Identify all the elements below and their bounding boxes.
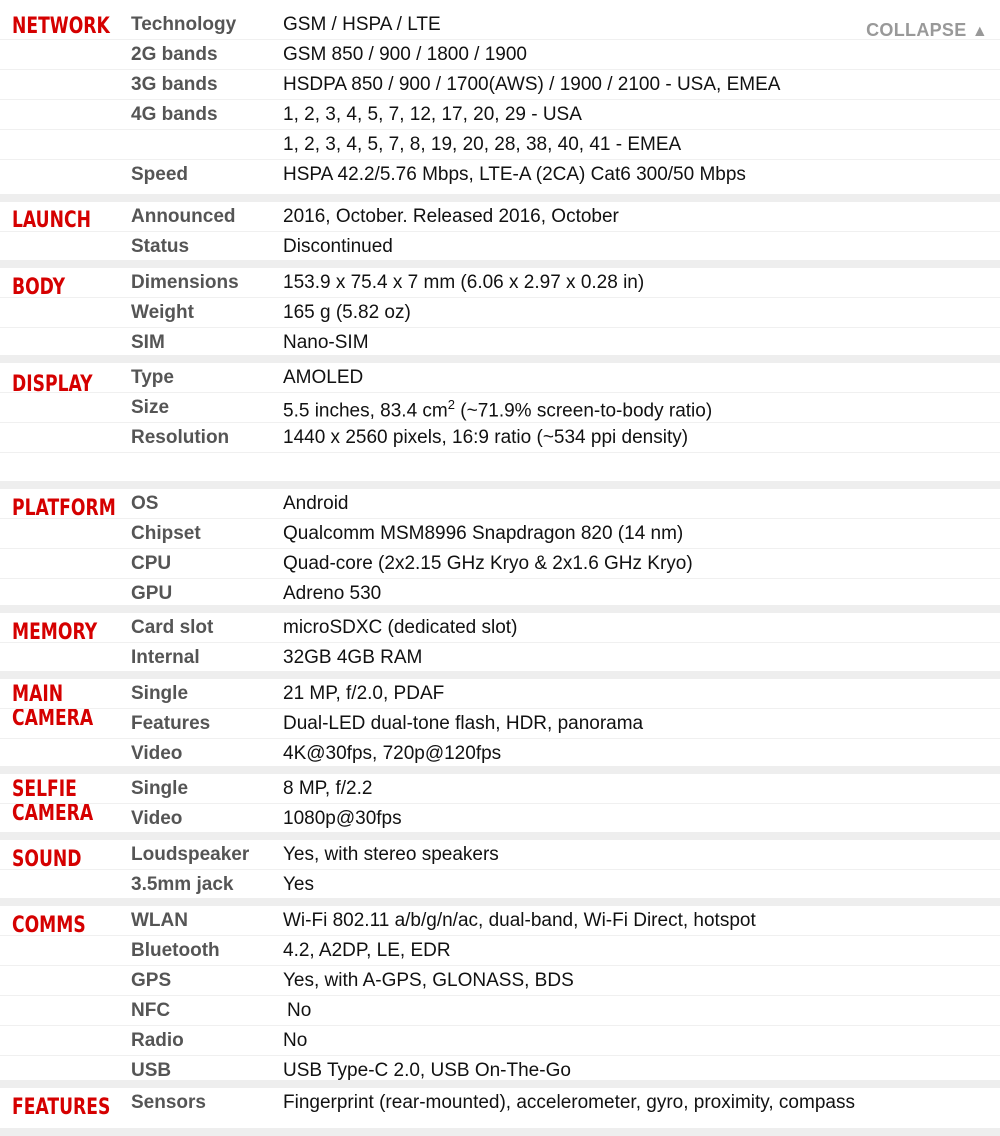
spec-value: Yes, with stereo speakers	[283, 844, 499, 865]
section-title-sound: SOUND	[12, 847, 82, 872]
size-value-text: 5.5 inches, 83.4 cm	[283, 400, 448, 422]
section-title-line: SELFIE	[12, 777, 77, 802]
spec-value: Adreno 530	[283, 583, 382, 604]
spec-row	[0, 423, 1000, 453]
section-title-network: NETWORK	[12, 14, 110, 39]
spec-label: Status	[131, 236, 190, 257]
spec-value: microSDXC (dedicated slot)	[283, 617, 518, 638]
spec-label: 2G bands	[131, 44, 218, 65]
spec-value: Android	[283, 493, 349, 514]
spec-label: USB	[131, 1060, 172, 1081]
spec-label: Single	[131, 683, 189, 704]
spec-label: Speed	[131, 164, 189, 185]
spec-value: Wi-Fi 802.11 a/b/g/n/ac, dual-band, Wi-Fi Direct, hotspot	[283, 910, 756, 931]
section-title-platform: PLATFORM	[12, 496, 116, 521]
spec-value: GSM / HSPA / LTE	[283, 14, 441, 35]
spec-label: CPU	[131, 553, 172, 574]
section-title-launch: LAUNCH	[12, 208, 91, 233]
spec-label: GPS	[131, 970, 172, 991]
spec-value: USB Type-C 2.0, USB On-The-Go	[283, 1060, 571, 1081]
spec-label: Video	[131, 808, 183, 829]
spec-label: Radio	[131, 1030, 184, 1051]
spec-label: Dimensions	[131, 272, 239, 293]
spec-value	[283, 397, 712, 422]
spec-row	[0, 298, 1000, 328]
spec-row	[0, 202, 1000, 232]
spec-value: 8 MP, f/2.2	[283, 778, 373, 799]
spec-label: 4G bands	[131, 104, 218, 125]
section-divider	[0, 832, 1000, 840]
section-divider	[0, 481, 1000, 489]
section-launch	[0, 202, 1000, 260]
spec-label: WLAN	[131, 910, 188, 931]
spec-value: No	[287, 1000, 312, 1021]
spec-value: 1080p@30fps	[283, 808, 402, 829]
spec-row	[0, 1026, 1000, 1056]
section-divider	[0, 1128, 1000, 1136]
section-sound	[0, 840, 1000, 898]
spec-value: 4K@30fps, 720p@120fps	[283, 743, 502, 764]
spec-label: Single	[131, 778, 189, 799]
section-title-memory: MEMORY	[12, 620, 98, 645]
spec-label: Sensors	[131, 1092, 206, 1113]
spec-row	[0, 70, 1000, 100]
spec-value: 32GB 4GB RAM	[283, 647, 423, 668]
section-divider	[0, 194, 1000, 202]
spec-value: HSPA 42.2/5.76 Mbps, LTE-A (2CA) Cat6 300/50 Mbps	[283, 164, 746, 185]
spec-value: 1, 2, 3, 4, 5, 7, 12, 17, 20, 29 - USA	[283, 104, 582, 125]
spec-label: Internal	[131, 647, 200, 668]
section-memory	[0, 613, 1000, 671]
spec-row	[0, 10, 1000, 40]
collapse-label: COLLAPSE	[866, 20, 967, 40]
spec-label: Technology	[131, 14, 237, 35]
spec-row	[0, 579, 1000, 608]
spec-label: Size	[131, 397, 170, 418]
section-comms	[0, 906, 1000, 1080]
spec-label: Weight	[131, 302, 194, 323]
size-value-superscript: 2	[447, 397, 455, 412]
section-divider	[0, 898, 1000, 906]
spec-row	[0, 549, 1000, 579]
section-features	[0, 1088, 1000, 1128]
section-display	[0, 363, 1000, 481]
spec-value: GSM 850 / 900 / 1800 / 1900	[283, 44, 528, 65]
spec-value: Qualcomm MSM8996 Snapdragon 820 (14 nm)	[283, 523, 684, 544]
spec-row	[0, 232, 1000, 261]
spec-value: 153.9 x 75.4 x 7 mm (6.06 x 2.97 x 0.28 in)	[283, 272, 645, 293]
spec-row	[0, 1056, 1000, 1085]
spec-row	[0, 840, 1000, 870]
spec-label: GPU	[131, 583, 173, 604]
spec-label: 3.5mm jack	[131, 874, 234, 895]
spec-row	[0, 40, 1000, 70]
section-divider	[0, 671, 1000, 679]
spec-value: Nano-SIM	[283, 332, 369, 353]
spec-label: OS	[131, 493, 159, 514]
spec-value: Quad-core (2x2.15 GHz Kryo & 2x1.6 GHz Kryo)	[283, 553, 693, 574]
spec-row	[0, 613, 1000, 643]
spec-row	[0, 489, 1000, 519]
section-selfie-camera	[0, 774, 1000, 832]
spec-row	[0, 706, 1000, 739]
spec-value: No	[283, 1030, 308, 1051]
spec-row	[0, 801, 1000, 833]
spec-value: Discontinued	[283, 236, 393, 257]
spec-value: HSDPA 850 / 900 / 1700(AWS) / 1900 / 2100 - USA, EMEA	[283, 74, 781, 95]
spec-value: 21 MP, f/2.0, PDAF	[283, 683, 445, 704]
section-title-line: MAIN	[12, 682, 64, 707]
section-divider	[0, 260, 1000, 268]
spec-row	[0, 906, 1000, 936]
spec-label: Announced	[131, 206, 236, 227]
spec-label: 3G bands	[131, 74, 218, 95]
section-title-line: CAMERA	[12, 801, 94, 826]
spec-label: Video	[131, 743, 183, 764]
spec-label: Type	[131, 367, 174, 388]
spec-value: 165 g (5.82 oz)	[283, 302, 411, 323]
spec-value: Yes, with A-GPS, GLONASS, BDS	[283, 970, 574, 991]
spec-value: AMOLED	[283, 367, 364, 388]
spec-row	[0, 100, 1000, 130]
spec-label: Chipset	[131, 523, 201, 544]
section-platform	[0, 489, 1000, 605]
spec-label: NFC	[131, 1000, 171, 1021]
section-title-features: FEATURES	[12, 1095, 111, 1120]
spec-value: 4.2, A2DP, LE, EDR	[283, 940, 451, 961]
spec-row	[0, 643, 1000, 672]
section-title-display: DISPLAY	[12, 372, 93, 397]
spec-label: Loudspeaker	[131, 844, 250, 865]
section-main-camera	[0, 679, 1000, 766]
spec-value: 1, 2, 3, 4, 5, 7, 8, 19, 20, 28, 38, 40, 41 - EMEA	[283, 134, 682, 155]
section-title-line: CAMERA	[12, 706, 94, 731]
spec-value: Fingerprint (rear-mounted), accelerometer, gyro, proximity, compass	[283, 1092, 855, 1113]
spec-row	[0, 328, 1000, 357]
spec-row	[0, 774, 1000, 804]
spec-row	[0, 870, 1000, 899]
spec-row	[0, 363, 1000, 393]
spec-value: Dual-LED dual-tone flash, HDR, panorama	[283, 713, 644, 734]
spec-row	[0, 268, 1000, 298]
spec-row	[0, 936, 1000, 966]
section-body	[0, 268, 1000, 355]
spec-label: Card slot	[131, 617, 214, 638]
spec-label: Resolution	[131, 427, 230, 448]
section-network	[0, 0, 1000, 194]
spec-row	[0, 160, 1000, 189]
spec-row	[0, 739, 1000, 768]
spec-row	[0, 679, 1000, 709]
spec-label: Bluetooth	[131, 940, 220, 961]
section-title-body: BODY	[12, 275, 66, 300]
spec-value: Yes	[283, 874, 314, 895]
section-title-comms: COMMS	[12, 913, 86, 938]
spec-value: 2016, October. Released 2016, October	[283, 206, 619, 227]
spec-label: SIM	[131, 332, 165, 353]
spec-row	[0, 393, 1000, 423]
spec-row	[0, 966, 1000, 996]
spec-value: 1440 x 2560 pixels, 16:9 ratio (~534 ppi density)	[283, 427, 689, 448]
size-value-suffix: (~71.9% screen-to-body ratio)	[455, 400, 713, 422]
spec-label: Features	[131, 713, 211, 734]
spec-row	[0, 519, 1000, 549]
chevron-up-icon: ▲	[971, 23, 988, 40]
spec-row	[0, 130, 1000, 160]
spec-row	[0, 996, 1000, 1026]
